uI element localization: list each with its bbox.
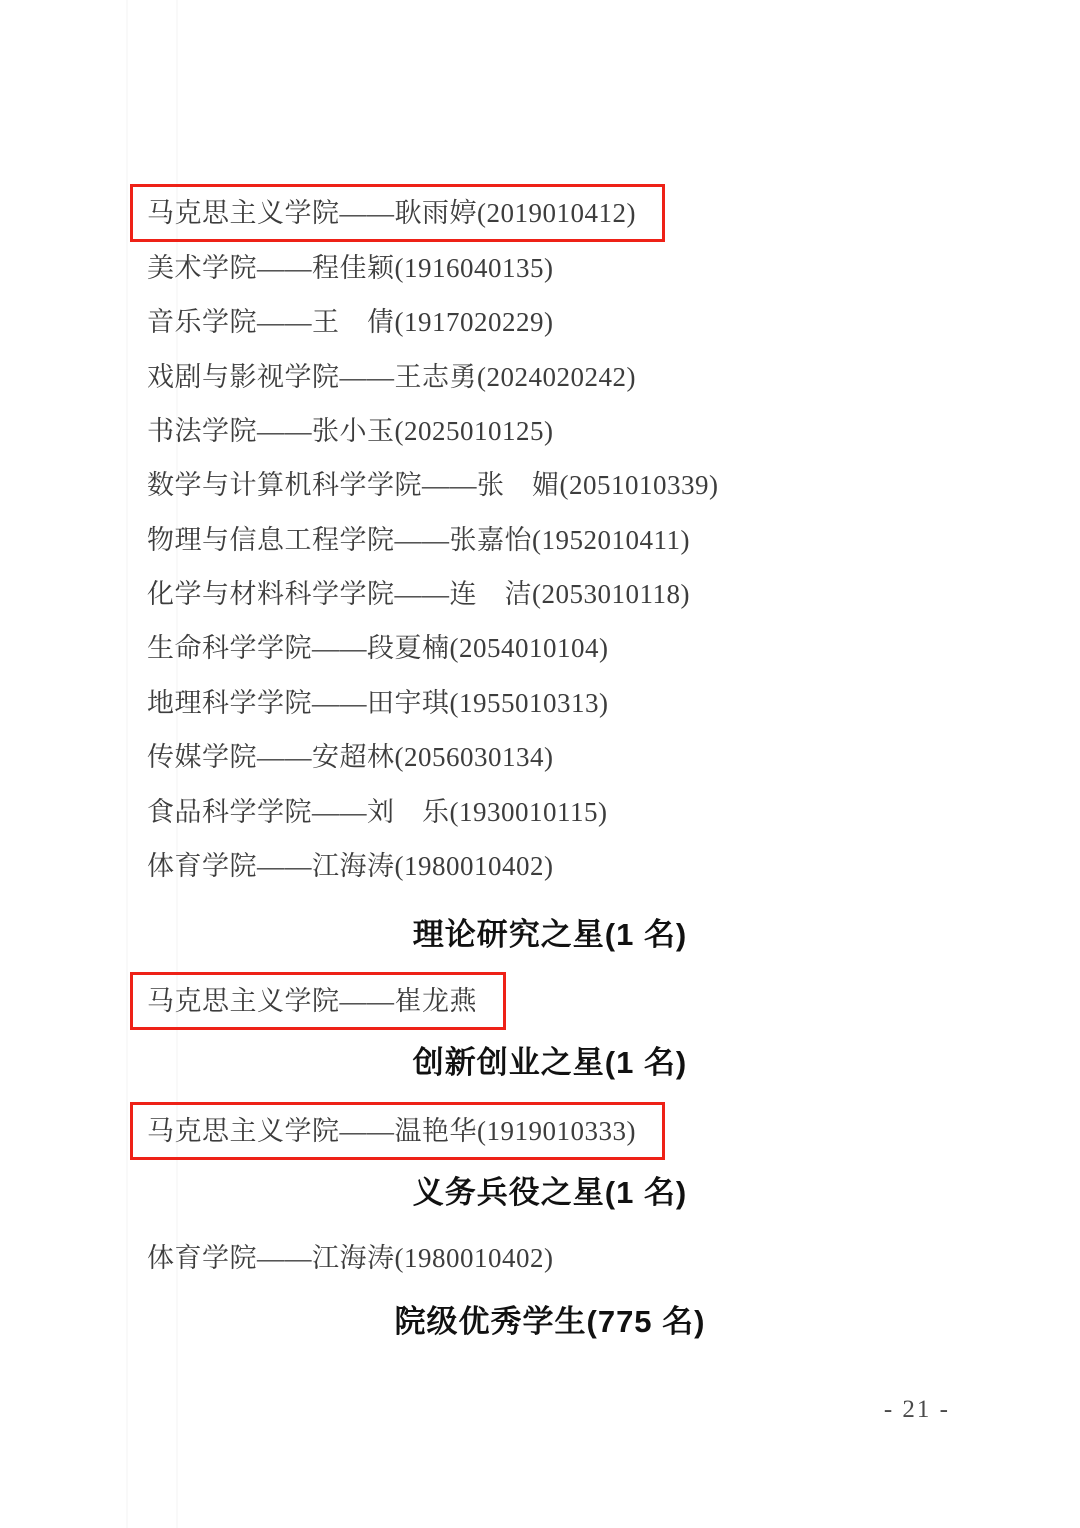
award-entry-highlighted	[130, 184, 665, 242]
award-entry: 化学与材料科学学院——连 洁(2053010118)	[147, 579, 690, 609]
award-entry-highlighted	[130, 1102, 665, 1160]
award-entry: 食品科学学院——刘 乐(1930010115)	[147, 797, 608, 827]
award-entry-highlighted	[130, 972, 506, 1030]
award-entry-text: 马克思主义学院——耿雨婷(2019010412)	[147, 198, 636, 228]
award-entry-text: 马克思主义学院——崔龙燕	[147, 986, 477, 1016]
award-entry: 地理科学学院——田宇琪(1955010313)	[147, 688, 609, 718]
section-heading-college-outstanding-students: 院级优秀学生(775 名)	[394, 1304, 706, 1339]
highlight-box	[130, 184, 665, 242]
award-entry: 书法学院——张小玉(2025010125)	[147, 416, 554, 446]
award-entry-text: 马克思主义学院——温艳华(1919010333)	[147, 1116, 636, 1146]
award-entry: 音乐学院——王 倩(1917020229)	[147, 307, 554, 337]
page-number: - 21 -	[883, 1396, 950, 1423]
award-entry: 体育学院——江海涛(1980010402)	[147, 1243, 554, 1273]
award-entry: 体育学院——江海涛(1980010402)	[147, 851, 554, 881]
award-entry: 美术学院——程佳颖(1916040135)	[147, 253, 554, 283]
award-entry: 戏剧与影视学院——王志勇(2024020242)	[147, 362, 636, 392]
highlight-box	[130, 1102, 665, 1160]
award-entry: 生命科学学院——段夏楠(2054010104)	[147, 633, 609, 663]
section-heading-innovation-star: 创新创业之星(1 名)	[412, 1045, 688, 1080]
award-entry: 传媒学院——安超林(2056030134)	[147, 742, 554, 772]
section-heading-military-service-star: 义务兵役之星(1 名)	[412, 1175, 688, 1210]
highlight-box	[130, 972, 506, 1030]
award-entry: 物理与信息工程学院——张嘉怡(1952010411)	[147, 525, 690, 555]
award-entry: 数学与计算机科学学院——张 媚(2051010339)	[147, 470, 719, 500]
section-heading-theory-research-star: 理论研究之星(1 名)	[412, 917, 688, 952]
